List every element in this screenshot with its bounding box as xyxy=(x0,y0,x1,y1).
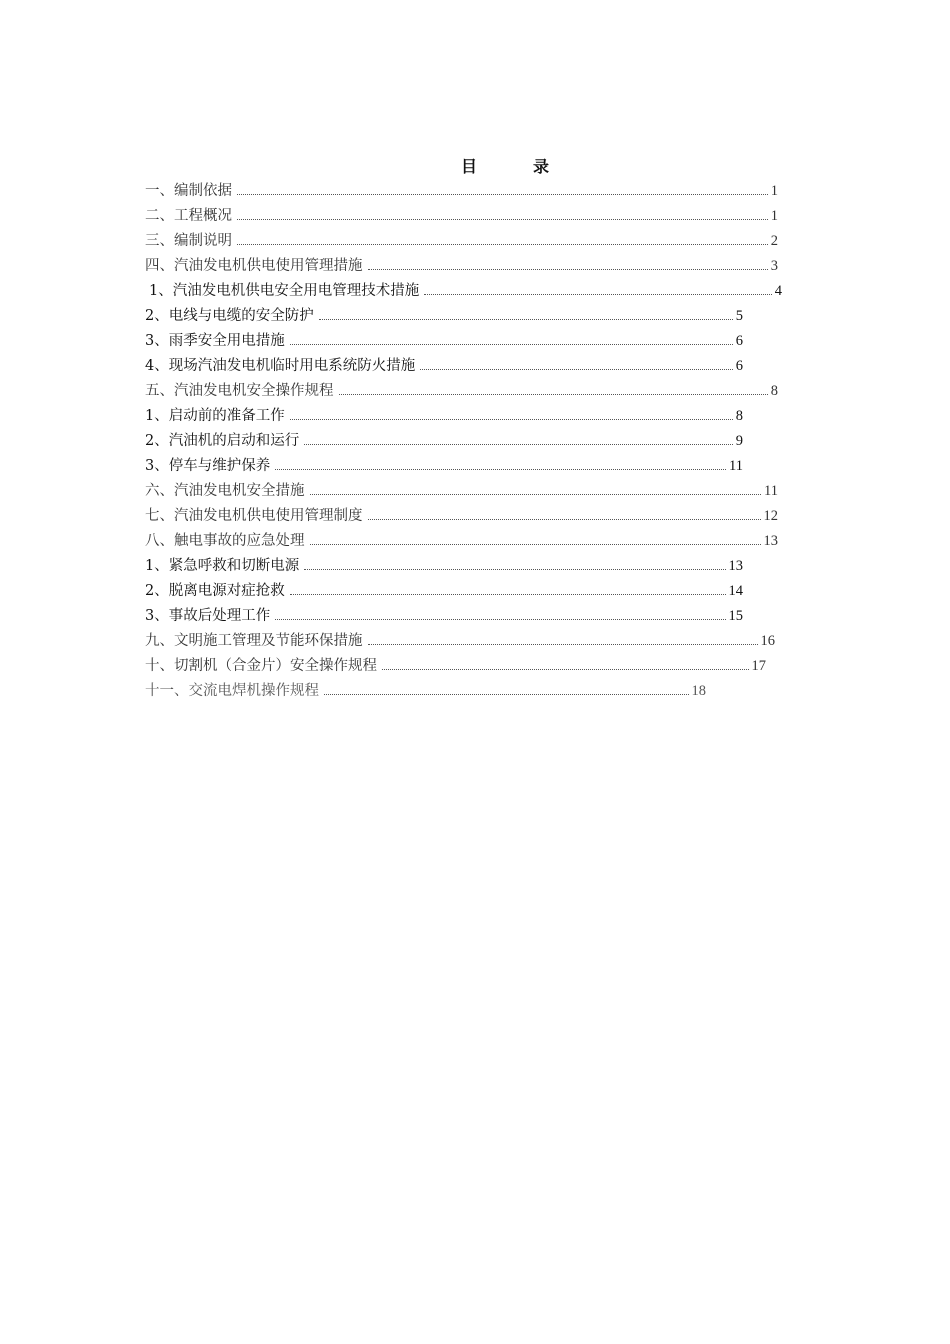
dot-leader xyxy=(382,669,749,670)
toc-entry[interactable] xyxy=(145,455,743,475)
toc-entry-page: 4 xyxy=(774,283,782,299)
toc-entry[interactable] xyxy=(145,180,778,200)
toc-entry-label: 2、电线与电缆的安全防护 xyxy=(145,308,314,324)
dot-leader xyxy=(304,569,725,570)
toc-entry-label: 1、紧急呼救和切断电源 xyxy=(145,558,300,574)
dot-leader xyxy=(420,369,733,370)
toc-entry-label: 3、雨季安全用电措施 xyxy=(145,333,285,349)
toc-entry-label: 2、脱离电源对症抢救 xyxy=(145,583,285,599)
toc-entry-label: 一、编制依据 xyxy=(145,183,232,199)
dot-leader xyxy=(424,294,772,295)
toc-entry-label: 2、汽油机的启动和运行 xyxy=(145,433,300,449)
toc-entry-page: 9 xyxy=(735,433,743,449)
dot-leader xyxy=(324,694,689,695)
toc-entry-label: 四、汽油发电机供电使用管理措施 xyxy=(145,258,363,274)
toc-entry-page: 3 xyxy=(770,258,778,274)
toc-entry[interactable] xyxy=(145,555,743,575)
toc-entry-page: 18 xyxy=(691,683,706,699)
toc-entry[interactable] xyxy=(145,655,766,675)
dot-leader xyxy=(237,194,768,195)
toc-entry-label: 十一、交流电焊机操作规程 xyxy=(145,683,319,699)
toc-entry-page: 11 xyxy=(729,458,743,474)
dot-leader xyxy=(304,444,733,445)
toc-entry-label: 1、汽油发电机供电安全用电管理技术措施 xyxy=(149,283,420,299)
toc-entry[interactable] xyxy=(145,605,743,625)
toc-entry-page: 2 xyxy=(770,233,778,249)
toc-entry-page: 1 xyxy=(770,208,778,224)
toc-entry-label: 二、工程概况 xyxy=(145,208,232,224)
dot-leader xyxy=(275,619,725,620)
dot-leader xyxy=(310,494,762,495)
toc-entry-label: 九、文明施工管理及节能环保措施 xyxy=(145,633,363,649)
dot-leader xyxy=(237,244,768,245)
toc-entry-page: 5 xyxy=(735,308,743,324)
toc-entry[interactable] xyxy=(145,580,743,600)
toc-entry-page: 16 xyxy=(760,633,775,649)
toc-entry-label: 三、编制说明 xyxy=(145,233,232,249)
toc-entry[interactable] xyxy=(145,430,743,450)
toc-entry-page: 1 xyxy=(770,183,778,199)
dot-leader xyxy=(290,419,733,420)
dot-leader xyxy=(368,644,758,645)
toc-entry-label: 八、触电事故的应急处理 xyxy=(145,533,305,549)
toc-entry[interactable] xyxy=(145,405,743,425)
toc-entry[interactable] xyxy=(145,355,743,375)
toc-entry-label: 3、停车与维护保养 xyxy=(145,458,271,474)
toc-entry[interactable] xyxy=(145,305,743,325)
dot-leader xyxy=(339,394,768,395)
dot-leader xyxy=(368,269,768,270)
toc-entry-page: 12 xyxy=(763,508,778,524)
toc-entry[interactable] xyxy=(145,505,778,525)
toc-entry-page: 15 xyxy=(728,608,743,624)
dot-leader xyxy=(275,469,726,470)
toc-entry[interactable] xyxy=(149,280,782,300)
toc-entry-page: 13 xyxy=(763,533,778,549)
toc-entry-label: 五、汽油发电机安全操作规程 xyxy=(145,383,334,399)
dot-leader xyxy=(237,219,768,220)
toc-entry-label: 1、启动前的准备工作 xyxy=(145,408,285,424)
toc-entry[interactable] xyxy=(145,480,778,500)
toc-entry[interactable] xyxy=(145,680,706,700)
toc-entry-page: 13 xyxy=(728,558,743,574)
dot-leader xyxy=(310,544,761,545)
dot-leader xyxy=(368,519,761,520)
toc-entry[interactable] xyxy=(145,230,778,250)
toc-entry-label: 4、现场汽油发电机临时用电系统防火措施 xyxy=(145,358,416,374)
toc-entry[interactable] xyxy=(145,630,775,650)
toc-entry-label: 十、切割机（合金片）安全操作规程 xyxy=(145,658,377,674)
toc-entry-label: 七、汽油发电机供电使用管理制度 xyxy=(145,508,363,524)
toc-entry[interactable] xyxy=(145,330,743,350)
toc-title: 目 录 xyxy=(460,157,569,176)
dot-leader xyxy=(319,319,733,320)
toc-entry-page: 6 xyxy=(735,333,743,349)
dot-leader xyxy=(290,594,726,595)
toc-entry-label: 3、事故后处理工作 xyxy=(145,608,271,624)
toc-entry-page: 11 xyxy=(764,483,778,499)
toc-entry-page: 14 xyxy=(728,583,743,599)
toc-entry-page: 17 xyxy=(751,658,766,674)
toc-entry-page: 8 xyxy=(770,383,778,399)
toc-entry-page: 8 xyxy=(735,408,743,424)
dot-leader xyxy=(290,344,733,345)
toc-entry-page: 6 xyxy=(735,358,743,374)
toc-entry-label: 六、汽油发电机安全措施 xyxy=(145,483,305,499)
toc-entry[interactable] xyxy=(145,205,778,225)
toc-entry[interactable] xyxy=(145,255,778,275)
toc-entry[interactable] xyxy=(145,380,778,400)
toc-entry[interactable] xyxy=(145,530,778,550)
